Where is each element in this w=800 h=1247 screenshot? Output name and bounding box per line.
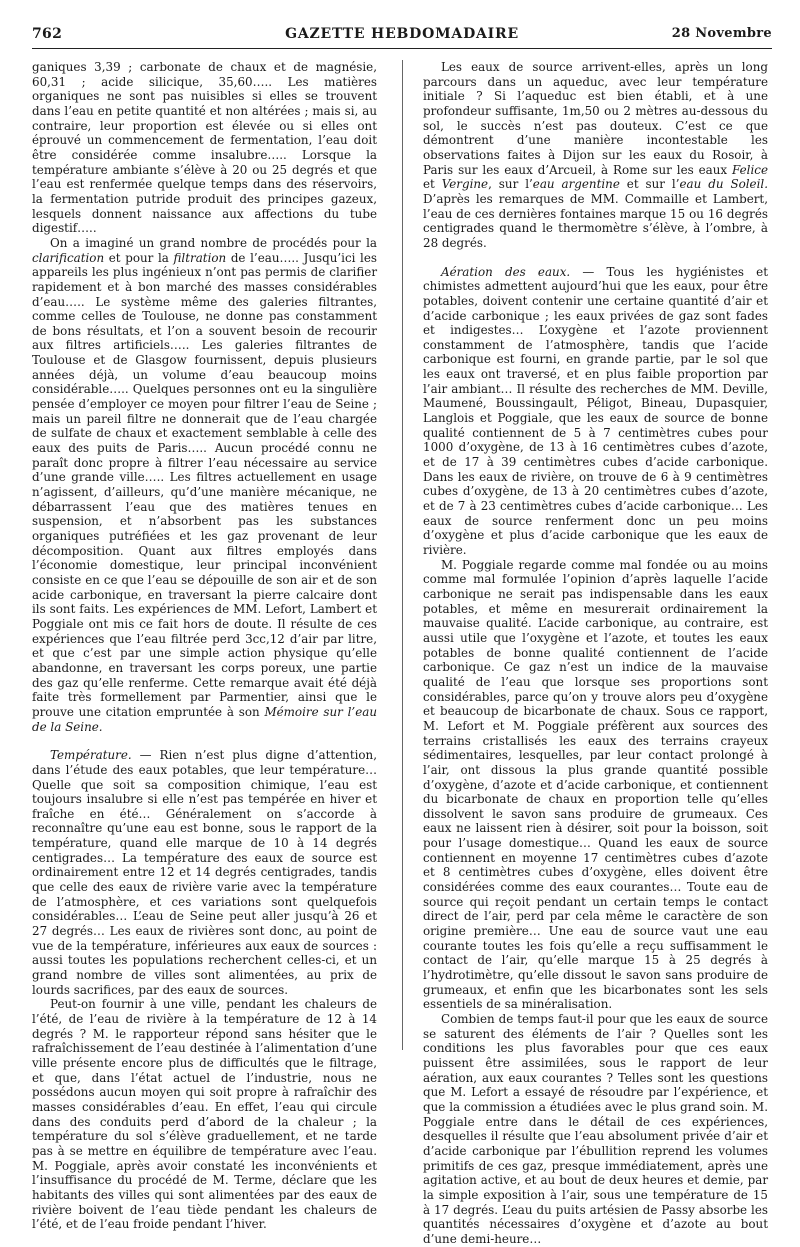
right-p1-felice: Felice: [732, 162, 768, 177]
right-p1-text-e: D’après les remarques de MM. Commaille et Lambert, l’eau de ces dernières fontaines marque 15 ou 16 degrés centigrades quand le thermomètre s’élève, à l’ombre, à 28 degrés.: [423, 191, 768, 250]
left-p3-text: — Rien n’est plus digne d’attention, dans l’étude des eaux potables, que leur température… Quelle que soit sa composition chimique, l’eau est toujours insalubre si elle n’est pas tempérée en hiver et fraîche en été… Généralement on s’accorde à reconnaître qu’une eau est bonne, sous le rapport de la température, quand elle marque de 10 à 14 degrés centigrades… La température des eaux de source est ordinairement entre 12 et 14 degrés centigrades, tandis que celle des eaux de rivière varie avec la température de l’atmosphère, et ces variations sont quelquefois considérables… L’eau de Seine peut aller jusqu’à 26 et 27 degrés… Les eaux de rivières sont donc, au point de vue de la température, inférieures aux eaux de sources : aussi toutes les populations recherchent celles-ci, et un grand nombre de villes sont alimentées, au prix de lourds sacrifices, par des eaux de sources.: [32, 748, 377, 997]
right-paragraph-1: [423, 60, 768, 251]
running-head: [32, 26, 772, 46]
right-p1-vergine: Vergine: [441, 177, 489, 192]
left-paragraph-3: [32, 748, 377, 997]
issue-date: 28 Novembre: [671, 26, 772, 41]
left-p2-filtration: filtration: [173, 250, 227, 265]
right-column: [423, 60, 768, 1247]
left-p2-text-c: de l’eau….. Jusqu’ici les appareils les plus ingénieux n’ont pas permis de clarifier rapidement et à bon marché des masses considérables d’eau….. Le système même des galeries filtrantes, comme celles de Toulouse, ne donne pas constamment de bons résultats, et l’on a souvent besoin de recourir aux filtres artificiels….. Les galeries filtrantes de Toulouse et de Glasgow fournissent, depuis plusieurs années déjà, un volume d’eau beaucoup moins considérable….. Quelques personnes ont eu la singulière pensée d’employer ce moyen pour filtrer l’eau de Seine ; mais un pareil filtre ne donnerait que de l’eau chargée de sulfate de chaux et exactement semblable à celle des eaux des puits de Paris….. Aucun procédé connu ne paraît donc propre à filtrer l’eau nécessaire au service d’une grande ville….. Les filtres actuellement en usage n’agissent, d’ailleurs, qu’d’une manière mécanique, ne débarrassent l’eau que des matières tenues en suspension, et n’absorbent pas les substances organiques putréfiées et les gaz provenant de leur décomposition. Quant aux filtres employés dans l’économie domestique, leur principal inconvénient consiste en ce que l’eau se dépouille de son air et de son acide carbonique, en traversant la pierre calcaire dont ils sont faits. Les expériences de MM. Lefort, Lambert et Poggiale ont mis ce fait hors de doute. Il résulte de ces expériences que l’eau filtrée perd 3cc,12 d’air par litre, et que c’est par une simple action physique qu’elle abandonne, en traversant les corps poreux, une partie des gaz qu’elle renferme. Cette remarque avait été déjà faite très formellement par Parmentier, ainsi que le prouve une citation empruntée à son: [32, 250, 377, 719]
left-paragraph-4: Peut-on fournir à une ville, pendant les chaleurs de l’été, de l’eau de rivière à la température de 12 à 14 degrés ? M. le rapporteur répond sans hésiter que le rafraîchissement de l’eau destinée à l’alimentation d’une ville présente encore plus de difficultés que le filtrage, et que, dans l’état actuel de l’industrie, nous ne possédons aucun moyen qui soit propre à rafraîchir des masses considérables d’eau. En effet, l’eau qui circule dans des conduits perd d’abord de la chaleur ; la température du sol s’élève graduellement, et ne tarde pas à se mettre en équilibre de température avec l’eau. M. Poggiale, après avoir constaté les inconvénients et l’insuffisance du procédé de M. Terme, déclare que les habitants des villes qui sont alimentées par des eaux de rivière boivent de l’eau tiède pendant les chaleurs de l’été, et de l’eau froide pendant l’hiver.: [32, 997, 377, 1232]
header-rule: [32, 48, 772, 49]
left-p2-memoire-title: Mémoire sur l’eau de la Seine.: [32, 704, 377, 734]
right-p1-text-c: , sur l’: [488, 177, 533, 192]
left-p2-text-a: On a imaginé un grand nombre de procédés pour la: [50, 235, 377, 250]
right-p1-eau-argentine: eau argentine: [532, 177, 620, 192]
column-divider: [402, 60, 403, 1050]
left-paragraph-1: ganiques 3,39 ; carbonate de chaux et de magnésie, 60,31 ; acide silicique, 35,60….. Les matières organiques ne sont pas nuisibles si elles se trouvent dans l’eau en petite quantité et non altérées ; mais si, au contraire, leur proportion est élevée ou si elles ont éprouvé un commencement de fermentation, l’eau doit être considérée comme insalubre….. Lorsque la température ambiante s’élève à 20 ou 25 degrés et que l’eau est renfermée quelque temps dans des réservoirs, la fermentation putride produit des principes gazeux, lesquels donnent naissance aux affections du tube digestif…..: [32, 60, 377, 236]
temperature-heading: Température.: [50, 748, 132, 763]
right-paragraph-4: Combien de temps faut-il pour que les eaux de source se saturent des éléments de l’air ? Quelles sont les conditions les plus favorables pour que ces eaux puissent être assimilées, sous le rapport de leur aération, aux eaux courantes ? Telles sont les questions que M. Lefort a essayé de résoudre par l’expérience, et que la commission a étudiées avec le plus grand soin. M. Poggiale entre dans le détail de ces expériences, desquelles il résulte que l’eau absolument privée d’air et d’acide carbonique par l’ébullition reprend les volumes primitifs de ces gaz, presque immédiatement, après une agitation active, et au bout de deux heures et demie, par la simple exposition à l’air, sous une température de 15 à 17 degrés. L’eau du puits artésien de Passy absorbe les quantités nécessaires d’oxygène et d’azote au bout d’une demi-heure…: [423, 1012, 768, 1246]
left-p2-text-b: et pour la: [104, 250, 174, 265]
aeration-heading: Aération des eaux.: [441, 264, 571, 279]
left-column: [32, 60, 377, 1232]
journal-title: GAZETTE HEBDOMADAIRE: [285, 26, 519, 42]
right-p1-text-b: et: [423, 177, 442, 192]
right-p2-text: — Tous les hygiénistes et chimistes admettent aujourd’hui que les eaux, pour être potables, doivent contenir une certaine quantité d’air et d’acide carbonique ; les eaux privées de gaz sont fades et indigestes… L’oxygène et l’azote proviennent constamment de l’atmosphère, tandis que l’acide carbonique est fourni, en grande partie, par le sol que les eaux ont traversé, et en plus faible proportion par l’air ambiant… Il résulte des recherches de MM. Deville, Maumené, Boussingault, Péligot, Bineau, Dupasquier, Langlois et Poggiale, que les eaux de source de bonne qualité contiennent de 5 à 7 centimètres cubes pour 1000 d’oxygène, de 13 à 16 centimètres cubes d’azote, et de 17 à 39 centimètres cubes d’acide carbonique. Dans les eaux de rivière, on trouve de 6 à 9 centimètres cubes d’oxygène, de 13 à 20 centimètres cubes d’azote, et de 7 à 23 centimètres cubes d’acide carbonique… Les eaux de source renferment donc un peu moins d’oxygène et plus d’acide carbonique que les eaux de rivière.: [423, 264, 768, 557]
right-p1-text-d: et sur l’: [619, 177, 680, 192]
right-p1-eau-du-soleil: eau du Soleil.: [679, 177, 768, 192]
right-paragraph-2: [423, 265, 768, 558]
right-paragraph-3: M. Poggiale regarde comme mal fondée ou au moins comme mal formulée l’opinion d’après laquelle l’acide carbonique ne serait pas indispensable dans les eaux potables, et même en mesurerait ordinairement la mauvaise qualité. L’acide carbonique, au contraire, est aussi utile que l’oxygène et l’azote, et toutes les eaux potables de bonne qualité contiennent de l’acide carbonique. Ce gaz n’est un indice de la mauvaise qualité de l’eau que lorsque ses proportions sont considérables, parce qu’on y trouve alors peu d’oxygène et beaucoup de bicarbonate de chaux. Sous ce rapport, M. Lefort et M. Poggiale préfèrent aux sources des terrains cristallisés les eaux des terrains crayeux sédimentaires, lesquelles, par leur contact prolongé à l’air, ont dissous la plus grande quantité possible d’oxygène, d’azote et d’acide carbonique, et contiennent du bicarbonate de chaux en proportion telle qu’elles dissolvent le savon sans produire de grumeaux. Ces eaux ne laissent rien à désirer, soit pour la boisson, soit pour l’usage domestique… Quand les eaux de source contiennent en moyenne 17 centimètres cubes d’azote et 8 centimètres cubes d’oxygène, elles doivent être considérées comme des eaux courantes… Toute eau de source qui reçoit pendant un certain temps le contact direct de l’air, perd par cela même le caractère de son origine première… Une eau de source vaut une eau courante toutes les fois qu’elle a reçu suffisamment le contact de l’air, qu’elle marque 15 à 25 degrés à l’hydrotimètre, qu’elle dissout le savon sans produire de grumeaux, et enfin que les bicarbonates sont les sels essentiels de sa minéralisation.: [423, 557, 768, 1012]
right-p1-text-a: Les eaux de source arrivent-elles, après un long parcours dans un aqueduc, avec leur température initiale ? Si l’aqueduc est bien établi, et à une profondeur suffisante, 1m,50 ou 2 mètres au-dessous du sol, le succès n’est pas douteux. C’est ce que démontrent d’une manière incontestable les observations faites à Dijon sur les eaux du Rosoir, à Paris sur les eaux d’Arcueil, à Rome sur les eaux: [423, 60, 768, 177]
left-p2-clarification: clarification: [32, 250, 105, 265]
page-number: 762: [32, 26, 63, 42]
left-paragraph-2: [32, 236, 377, 734]
